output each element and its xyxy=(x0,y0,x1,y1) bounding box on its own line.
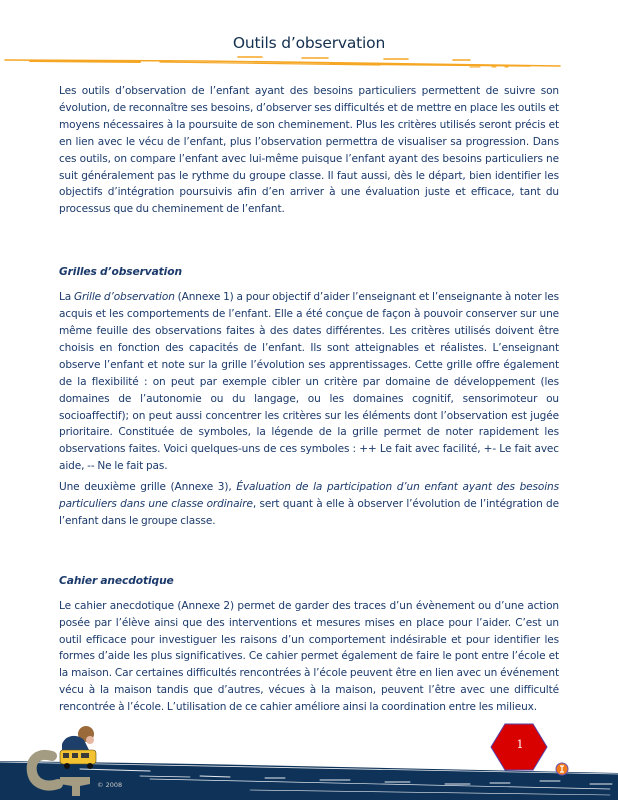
text-span: (Annexe 1) a pour objectif d’aider l’enseignant et l’enseignante à noter les acquis et les comportements de l’enfant. Elle a été conçue de façon à pouvoir conserver sur une même feuille des observations faites à des dates différentes. Les critères utilisés doivent être choisis en fonction des capacités de l’enfant. Ils sont atteignables et réalistes. L’enseignant observe l’enfant et note sur la grille l’évolution ses apprentissages. Cette grille offre également de la flexibilité : on peut par exemple cibler un critère par domaine de développement (les domaines de l’autonomie ou du langage, ou les domaines cognitif, sensorimoteur ou socioaffectif); on peut aussi concentrer les critères sur les éléments dont l’observation est jugée prioritaire. Constituée de symboles, la légende de la grille permet de noter rapidement les observations faites. Voici quelques-uns de ces symboles : ++ Le fait avec facilité, +- Le fait avec aide, -- Ne le fait pas. xyxy=(59,291,560,473)
text-span: Une deuxième grille (Annexe 3), xyxy=(59,481,237,494)
title-underline-decoration xyxy=(0,56,618,80)
grille-title-italic: Grille d’observation xyxy=(73,291,175,304)
intro-paragraph: Les outils d’observation de l’enfant ayant des besoins particuliers permettent de suivre son évolution, de reconnaître ses besoins, d’observer ses difficultés et de mettre en place les outils et moyens nécessaires à la poursuite de son cheminement. Plus les critères utilisés seront précis et en lien avec le vécu de l’enfant, plus l’observation permettra de visualiser sa progression. Dans ces outils, on compare l’enfant avec lui-même puisque l’enfant ayant des besoins particuliers ne suit généralement pas le rythme du groupe classe. Il faut aussi, dès le départ, bien identifier les objectifs d’intégration poursuivis afin d’en arriver à une évaluation juste et efficace, tant du processus que du cheminement de l’enfant. xyxy=(59,85,559,216)
evaluation-title-italic: Évaluation de la participation d’un enfant ayant des besoins particuliers dans une classe ordinaire xyxy=(59,481,559,511)
grilles-paragraph-1 xyxy=(59,289,559,475)
grilles-paragraph-2 xyxy=(59,479,559,530)
page-number: 1 xyxy=(516,738,524,751)
section-heading-cahier: Cahier anecdotique xyxy=(59,573,174,587)
text-span: , sert quant à elle à observer l’évolution de l’intégration de l’enfant dans le groupe classe. xyxy=(59,498,560,527)
page-title: Outils d’observation xyxy=(232,34,386,52)
text-span: La xyxy=(59,291,74,304)
document-body xyxy=(59,83,559,716)
cahier-paragraph: Le cahier anecdotique (Annexe 2) permet de garder des traces d’un évènement ou d’une action posée par l’élève ainsi que des interventions et mesures mises en place pour l’aider. C’est un outil efficace pour investiguer les raisons d’un comportement indésirable et pour identifier les formes d’aide les plus significatives. Ce cahier permet également de faire le pont entre l’école et la maison. Car certaines difficultés rencontrées à l’école peuvent être en lien avec un événement vécu à la maison tandis que d’autres, vécues à la maison, peuvent l’être avec une difficulté rencontrée à l’école. L’utilisation de ce cahier améliore ainsi la coordination entre les milieux. xyxy=(59,599,559,714)
copyright-text: © 2008 xyxy=(97,781,123,789)
section-heading-grilles: Grilles d’observation xyxy=(59,265,182,279)
